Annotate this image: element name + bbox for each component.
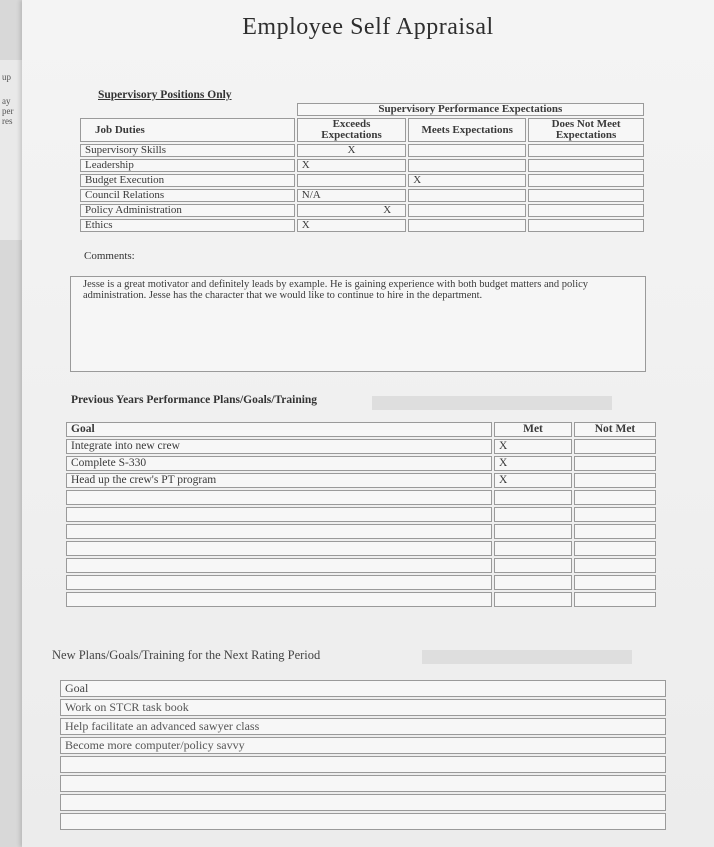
duty-cell: Budget Execution [80, 174, 295, 187]
col-does-not-meet: Does Not Meet Expectations [528, 118, 644, 142]
not-met-cell [574, 490, 656, 505]
table-row [66, 558, 656, 573]
meets-cell [408, 219, 526, 232]
not-meet-cell [528, 204, 644, 217]
not-meet-cell [528, 189, 644, 202]
goal-cell [60, 756, 666, 773]
not-meet-cell [528, 219, 644, 232]
comments-box: Jesse is a great motivator and definitely leads by example. He is gaining experience with both budget matters and policy administration. Jesse has the character that we would like to continue to hire in the department. [70, 276, 646, 372]
not-met-cell [574, 473, 656, 488]
goal-cell [66, 558, 492, 573]
col-goal: Goal [60, 680, 666, 697]
underlying-page-fragment: ay [2, 96, 11, 106]
table-row [66, 490, 656, 505]
table-row [60, 794, 666, 811]
table-row [66, 473, 656, 488]
table-row [66, 524, 656, 539]
not-meet-cell [528, 159, 644, 172]
underlying-page-fragment: per [2, 106, 14, 116]
met-cell [494, 507, 572, 522]
duty-cell: Ethics [80, 219, 295, 232]
new-plans-section-label: New Plans/Goals/Training for the Next Rating Period [52, 648, 321, 662]
col-exceeds: Exceeds Expectations [297, 118, 406, 142]
document-title: Employee Self Appraisal [242, 14, 494, 40]
goal-cell: Help facilitate an advanced sawyer class [60, 718, 666, 735]
exceeds-cell: X [297, 204, 406, 217]
table-row [60, 699, 666, 716]
exceeds-cell: X [297, 219, 406, 232]
goal-cell: Integrate into new crew [66, 439, 492, 454]
goal-cell [66, 524, 492, 539]
goal-cell: Become more computer/policy savvy [60, 737, 666, 754]
new-goals-table [58, 678, 668, 832]
table-row [66, 439, 656, 454]
table-row [80, 219, 644, 232]
table-row [60, 813, 666, 830]
met-cell [494, 592, 572, 607]
goal-cell: Work on STCR task book [60, 699, 666, 716]
goal-cell [66, 507, 492, 522]
goal-cell [60, 794, 666, 811]
gray-band [422, 650, 632, 664]
goal-cell [60, 813, 666, 830]
table-row [80, 144, 644, 157]
exceeds-cell: N/A [297, 189, 406, 202]
goal-cell [60, 775, 666, 792]
table-row [60, 775, 666, 792]
previous-goals-table [64, 420, 658, 609]
met-cell: X [494, 456, 572, 471]
table-row [66, 456, 656, 471]
not-met-cell [574, 439, 656, 454]
not-met-cell [574, 592, 656, 607]
table-row [80, 159, 644, 172]
duty-cell: Leadership [80, 159, 295, 172]
met-cell [494, 524, 572, 539]
goal-cell [66, 490, 492, 505]
supervisory-group-header: Supervisory Performance Expectations [297, 103, 644, 116]
exceeds-cell [297, 174, 406, 187]
comments-label: Comments: [84, 250, 135, 262]
met-cell [494, 490, 572, 505]
table-row [60, 756, 666, 773]
duty-cell: Policy Administration [80, 204, 295, 217]
table-row [66, 507, 656, 522]
goal-cell [66, 541, 492, 556]
not-meet-cell [528, 174, 644, 187]
meets-cell: X [408, 174, 526, 187]
col-job-duties: Job Duties [80, 118, 295, 142]
table-row [80, 189, 644, 202]
appraisal-page [22, 0, 714, 847]
met-cell [494, 575, 572, 590]
meets-cell [408, 144, 526, 157]
not-met-cell [574, 541, 656, 556]
col-met: Met [494, 422, 572, 437]
gray-band [372, 396, 612, 410]
goal-cell [66, 592, 492, 607]
exceeds-cell: X [297, 144, 406, 157]
met-cell [494, 558, 572, 573]
exceeds-cell: X [297, 159, 406, 172]
supervisory-section-label: Supervisory Positions Only [98, 89, 232, 101]
duty-cell: Supervisory Skills [80, 144, 295, 157]
table-row [60, 680, 666, 697]
not-met-cell [574, 575, 656, 590]
meets-cell [408, 189, 526, 202]
goal-cell: Head up the crew's PT program [66, 473, 492, 488]
supervisory-expectations-table [78, 101, 646, 234]
table-row [66, 592, 656, 607]
table-row [80, 174, 644, 187]
not-met-cell [574, 524, 656, 539]
col-goal: Goal [66, 422, 492, 437]
table-row [80, 204, 644, 217]
col-not-met: Not Met [574, 422, 656, 437]
meets-cell [408, 159, 526, 172]
table-row [66, 575, 656, 590]
duty-cell: Council Relations [80, 189, 295, 202]
table-row [60, 737, 666, 754]
met-cell: X [494, 473, 572, 488]
goal-cell [66, 575, 492, 590]
underlying-page-fragment: res [2, 116, 13, 126]
met-cell [494, 541, 572, 556]
underlying-page-fragment: up [2, 72, 11, 82]
met-cell: X [494, 439, 572, 454]
not-met-cell [574, 507, 656, 522]
goal-cell: Complete S-330 [66, 456, 492, 471]
meets-cell [408, 204, 526, 217]
not-meet-cell [528, 144, 644, 157]
table-row [60, 718, 666, 735]
table-row [66, 541, 656, 556]
previous-plans-section-label: Previous Years Performance Plans/Goals/Training [71, 394, 318, 406]
not-met-cell [574, 558, 656, 573]
not-met-cell [574, 456, 656, 471]
col-meets: Meets Expectations [408, 118, 526, 142]
